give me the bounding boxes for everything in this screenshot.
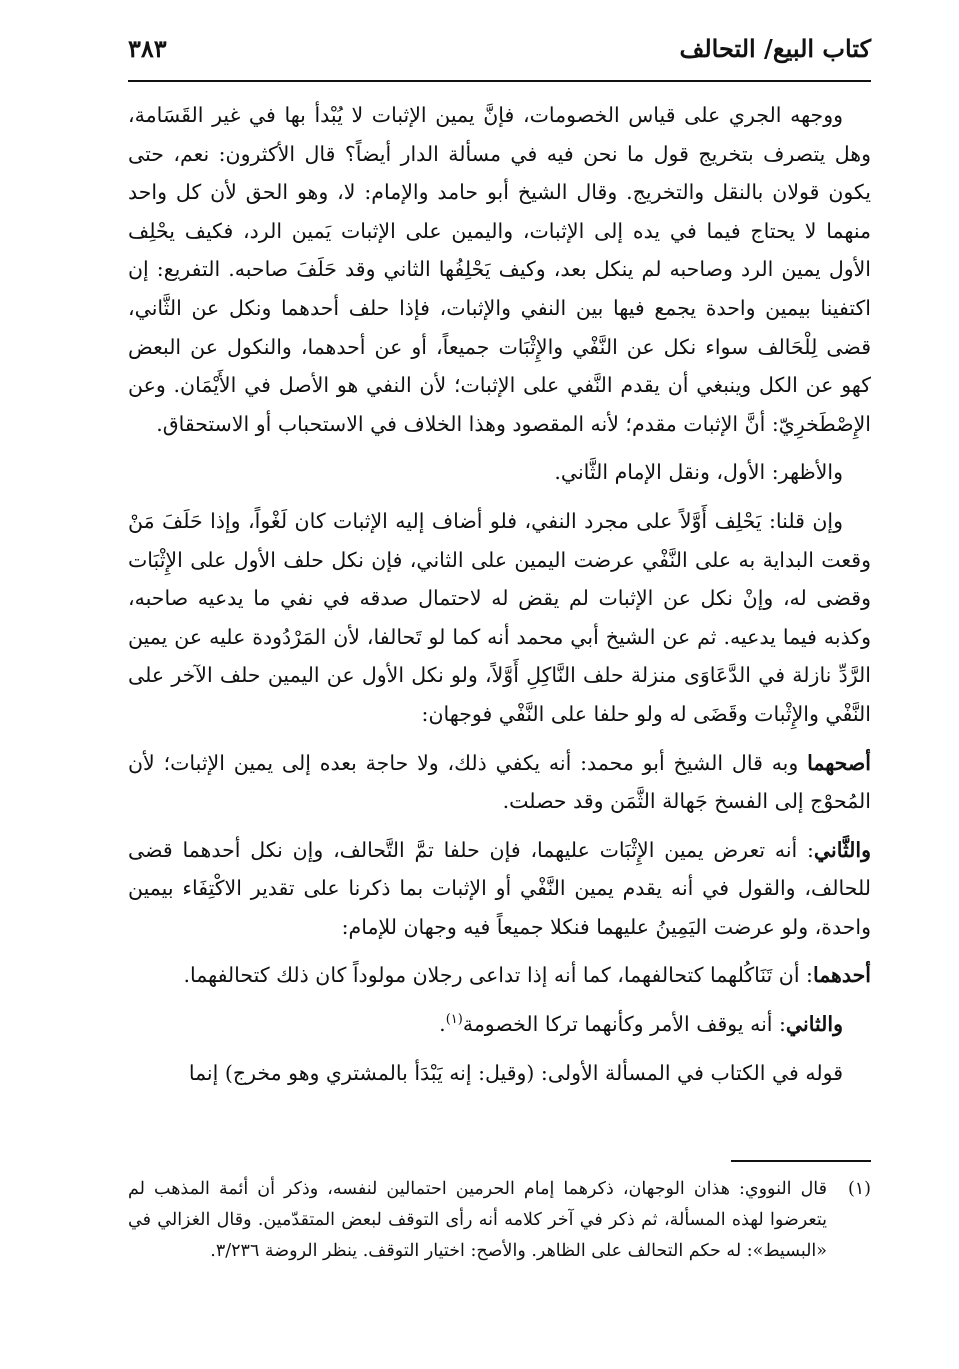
term-second-of-two: والثاني bbox=[785, 1012, 843, 1037]
paragraph-6-text: : أن تَنَاكُلهما كتحالفهما، كما أنه إذا تداعى رجلان مولوداً كان ذلك كتحالفهما. bbox=[183, 963, 813, 988]
paragraph-7-end: . bbox=[439, 1012, 446, 1037]
page-number: ٣٨٣ bbox=[128, 34, 167, 63]
paragraph-7 bbox=[128, 1005, 871, 1044]
paragraph-2: والأظهر: الأول، ونقل الإمام الثَّاني. bbox=[554, 460, 843, 485]
footnote-text: قال النووي: هذان الوجهان، ذكرهما إمام الحرمين احتمالين لنفسه، وذكر أن أئمة المذهب لم يتعرضوا لهذه المسألة، ثم ذكر في آخر كلامه أنه رأى التوقف لبعض المتقدّمين. وقال الغزالي في «البسيط»: له حكم التحالف على الظاهر. والأصح: اختيار التوقف. ينظر الروضة ٣/٢٣٦. bbox=[128, 1179, 827, 1261]
term-second: والثَّاني bbox=[813, 837, 871, 862]
paragraph-1: ووجهه الجري على قياس الخصومات، فإنَّ يمين الإثبات لا يُبْدأ بها في غير القَسَامة، وهل يتصرف بتخريج قول ما نحن فيه في مسألة الدار أيضاً؟ قال الأكثرون: نعم، حتى يكون قولان بالنقل والتخريج. وقال الشيخ أبو حامد والإمام: لا، وهو الحق لأن كل واحد منهما لا يحتاج فيما في يده إلى الإثبات، واليمين على الإثبات يَمين الرد، فكيف يحْلِف الأول يمين الرد وصاحبه لم ينكل بعد، وكيف يَحْلِفُها الثاني وقد حَلَفَ صاحبه. التفريع: إن اكتفينا بيمين واحدة يجمع فيها بين النفي والإثبات، فإذا حلف أحدهما ونكل عن الثَّاني، قضى لِلْحَالف سواء نكل عن النَّفْي والإِثْبَات جميعاً، أو عن أحدهما، والنكول عن البعض كهو عن الكل وينبغي أن يقدم النَّفي على الإثبات؛ لأن النفي هو الأصل في الأَيْمَان. وعن الإِصْطَخرِيّ: أنَّ الإثبات مقدم؛ لأنه المقصود وهذا الخلاف في الاستحباب أو الاستحقاق. bbox=[128, 103, 871, 436]
paragraph-4 bbox=[128, 744, 871, 821]
paragraph-3: وإن قلنا: يَحْلِف أَوَّلاً على مجرد النفي، فلو أضاف إليه الإثبات كان لَغْواً، وإذا حَلَفَ مَنْ وقعت البداية به على النَّفْي عرضت اليمين على الثاني، فإن نكل حلف الأول على الإِثْبَات وقضى له، وإنْ نكل عن الإثبات لم يقض له لاحتمال صدقه في نفي ما يدعيه صاحبه، وكذبه فيما يدعيه. ثم عن الشيخ أبي محمد أنه كما لو تَحالفا، لأن المَرْدُودة عليه عن يمين الرَّدِّ نازلة في الدَّعَاوَى منزلة حلف النَّاكِلِ أَوَّلاً، ولو نكل الأول عن اليمين حلف الآخر على النَّفْي والإِثْبات وقَضَى له ولو حلفا على النَّفْي فوجهان: bbox=[128, 508, 871, 726]
paragraph-8: قوله في الكتاب في المسألة الأولى: (وقيل: إنه يَبْدَأ بالمشتري وهو مخرج) إنما bbox=[188, 1060, 843, 1085]
footnote-number: (١) bbox=[847, 1179, 871, 1199]
paragraph-5-text: : أنه تعرض يمين الإِثْبَات عليهما، فإن حلفا تمَّ التَّحالف، وإن نكل أحدهما قضى للحالف، والقول في أنه يقدم يمين النَّفْي أو الإثبات بما ذكرنا على تقدير الاكْتِفَاء بيمين واحدة، ولو عرضت اليَمِينُ عليهما فنكلا جميعاً فيه وجهان للإمام: bbox=[128, 837, 871, 939]
header-rule bbox=[128, 80, 871, 82]
paragraph-6 bbox=[128, 956, 871, 995]
footnote-separator bbox=[731, 1160, 871, 1162]
paragraph-7-text: : أنه يوقف الأمر وكأنهما تركا الخصومة bbox=[462, 1012, 786, 1037]
paragraph-5 bbox=[128, 831, 871, 947]
paragraph-4-text: وبه قال الشيخ أبو محمد: أنه يكفي ذلك، ولا حاجة بعده إلى يمين الإثبات؛ لأن المُحوْج إلى الفسخ جَهالة الثَّمَن وقد حصلت. bbox=[128, 750, 871, 814]
footnote-item bbox=[128, 1174, 871, 1267]
main-text bbox=[128, 96, 871, 1102]
term-ashahhuhuma: أصحهما bbox=[807, 750, 871, 775]
footnote-ref-1[interactable]: (١) bbox=[445, 1012, 463, 1028]
header-title: كتاب البيع/ التحالف bbox=[679, 34, 871, 63]
running-header bbox=[128, 30, 871, 72]
term-first-of-two: أحدهما bbox=[812, 963, 871, 988]
footnotes bbox=[128, 1174, 871, 1267]
